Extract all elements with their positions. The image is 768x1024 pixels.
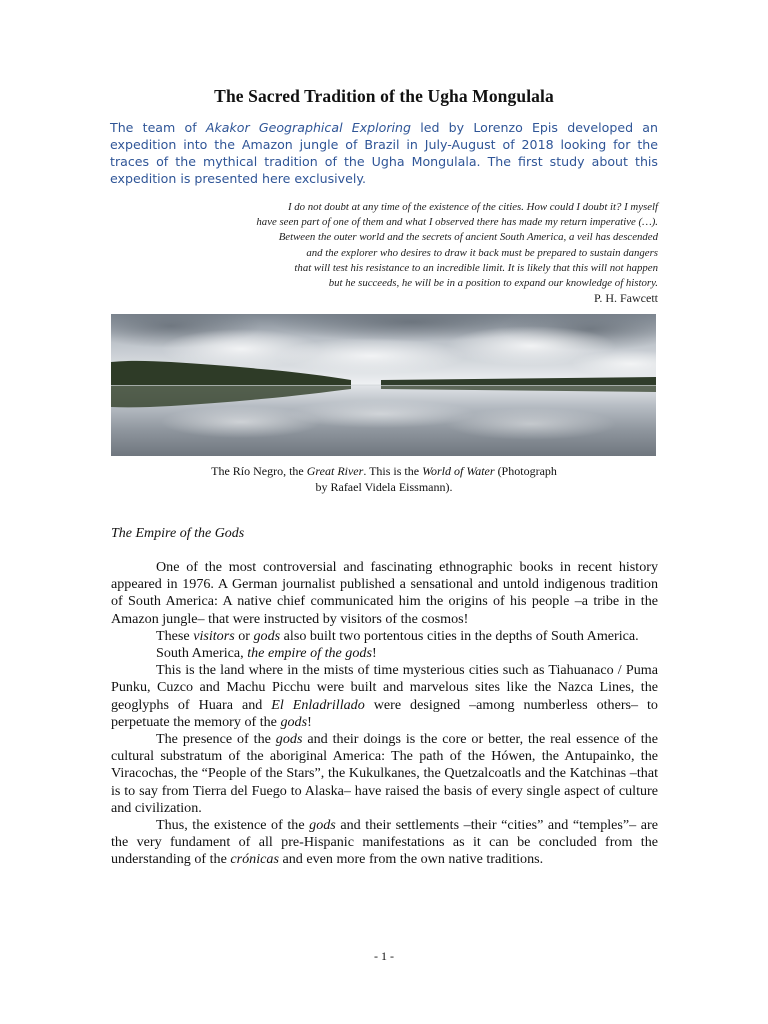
emphasis: visitors bbox=[193, 627, 235, 644]
text: These bbox=[156, 627, 194, 644]
body-text bbox=[111, 559, 658, 869]
emphasis: gods bbox=[275, 731, 303, 748]
text: or bbox=[234, 627, 254, 644]
text: South America, bbox=[156, 645, 248, 662]
page-number: - 1 - bbox=[374, 949, 394, 963]
text: and even more from the own native traditions. bbox=[278, 851, 544, 868]
paragraph-5 bbox=[111, 731, 658, 817]
text: ! bbox=[307, 713, 312, 730]
quote-line: and the explorer who desires to draw it back must be prepared to sustain dangers bbox=[306, 246, 658, 259]
emphasis: crónicas bbox=[230, 851, 279, 868]
river-photograph bbox=[111, 314, 656, 456]
intro-team-name: Akakor Geographical Exploring bbox=[205, 120, 412, 135]
quote-line: have seen part of one of them and what I observed there has made my return imperative (…). bbox=[256, 216, 658, 229]
quote-line: but he succeeds, he will be in a position to expand our knowledge of history. bbox=[328, 277, 658, 290]
paragraph-3 bbox=[111, 645, 658, 662]
caption-world-of-water: World of Water bbox=[422, 464, 495, 478]
intro-text: The team of bbox=[110, 120, 206, 135]
quote-line: Between the outer world and the secrets of ancient South America, a veil has descended bbox=[278, 231, 658, 244]
paragraph-1: One of the most controversial and fascinating ethnographic books in recent history appeared in 1976. A German journalist published a sensational and untold indigenous tradition of South America: A native chief communicated him the origins of his people –a tribe in the Amazon jungle– that were instructed by visitors of the cosmos! bbox=[111, 559, 658, 627]
caption-line-2: by Rafael Videla Eissmann). bbox=[315, 480, 453, 494]
caption-text: . This is the bbox=[363, 464, 423, 478]
emphasis: gods bbox=[253, 627, 281, 644]
document-title: The Sacred Tradition of the Ugha Mongulala bbox=[214, 86, 554, 106]
text: Thus, the existence of the bbox=[156, 817, 310, 834]
photo-caption bbox=[150, 463, 618, 495]
quote-line: I do not doubt at any time of the existence of the cities. How could I doubt it? I myself bbox=[287, 201, 658, 213]
emphasis: gods bbox=[280, 713, 308, 730]
intro-text-rest: led by Lorenzo Epis developed an expedition into the Amazon jungle of Brazil in July-August of 2018 looking for the traces of the mythical tradition of the Ugha Mongulala. The first study about this expedition is presented here exclusively. bbox=[110, 120, 658, 186]
emphasis: El Enladrillado bbox=[271, 696, 365, 713]
caption-great-river: Great River bbox=[306, 464, 364, 478]
epigraph-quote bbox=[138, 200, 658, 306]
text: and their settlements –their “cities” and “temples”– are the very fundament of all pre-Hispanic manifestations as it can be concluded from the understanding of the bbox=[111, 817, 658, 868]
emphasis: the empire of the gods bbox=[247, 645, 372, 662]
text: The presence of the bbox=[156, 731, 276, 748]
quote-attribution: P. H. Fawcett bbox=[594, 291, 658, 306]
quote-line: that will test his resistance to an incredible limit. It is likely that this will not happen bbox=[294, 261, 658, 274]
section-heading: The Empire of the Gods bbox=[111, 526, 245, 541]
text: were designed –among numberless others– to perpetuate the memory of the bbox=[111, 696, 658, 730]
caption-text: The Río Negro, the bbox=[211, 464, 307, 478]
caption-line-1 bbox=[150, 463, 618, 479]
caption-text: (Photograph bbox=[494, 464, 557, 478]
paragraph-6 bbox=[111, 817, 658, 869]
text: and their doings is the core or better, the real essence of the cultural substratum of the aboriginal America: The path of the Hówen, the Antupainko, the Viracochas, the “People of the Stars”, the Kukulkanes, the Quetzalcoatls and the Katchinas –that is to say from Tierra del Fuego to Alaska– have raised the basis of every single aspect of culture and civilization. bbox=[111, 731, 658, 816]
paragraph-2 bbox=[111, 628, 658, 645]
intro-paragraph bbox=[110, 119, 658, 187]
emphasis: gods bbox=[309, 817, 336, 834]
text: This is the land where in the mists of time mysterious cities such as Tiahuanaco / Puma Punku, Cuzco and Machu Picchu were built and marvelous sites like the Nazca Lines, the geoglyphs of Huara and bbox=[111, 662, 658, 713]
text: also built two portentous cities in the depths of South America. bbox=[280, 627, 639, 644]
text: ! bbox=[371, 645, 377, 662]
paragraph-4 bbox=[111, 662, 658, 731]
